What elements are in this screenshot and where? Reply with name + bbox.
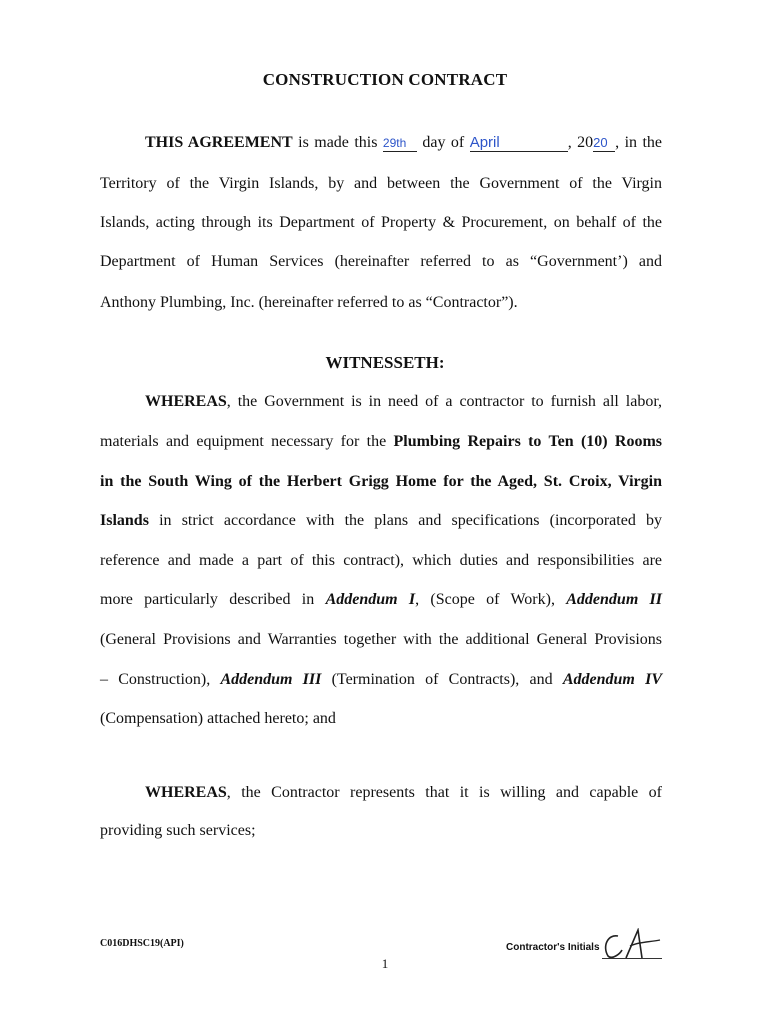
addendum-ref: Addendum IV: [562, 671, 662, 688]
intro-line: Territory of the Virgin Islands, by and between the Government of the Virgin: [100, 175, 662, 192]
whereas-line: reference and made a part of this contract), which duties and responsibilities are: [100, 552, 662, 569]
addendum-ref: Addendum III: [220, 671, 322, 688]
whereas-text: , (Scope of Work),: [415, 591, 567, 608]
project-name: Plumbing Repairs to Ten (10) Rooms: [393, 433, 663, 450]
whereas-lead: WHEREAS: [145, 784, 227, 801]
whereas-text: more particularly described in: [100, 591, 326, 608]
year-field[interactable]: 20: [593, 135, 615, 152]
intro-line: Islands, acting through its Department of Property & Procurement, on behalf of the: [100, 214, 662, 231]
whereas-line: providing such services;: [100, 822, 256, 839]
whereas-line: [100, 670, 662, 690]
contractor-initials: [506, 928, 666, 964]
document-title: CONSTRUCTION CONTRACT: [262, 70, 508, 89]
whereas-line: [100, 472, 662, 492]
whereas-line: (General Provisions and Warranties together with the additional General Provisions: [100, 631, 662, 648]
agreement-lead: THIS AGREEMENT: [145, 134, 293, 151]
day-field[interactable]: 29th: [383, 135, 417, 152]
agreement-text-4: , in the: [615, 134, 663, 151]
whereas-line: [145, 392, 662, 412]
addendum-ref: Addendum I: [325, 591, 416, 608]
whereas-line: (Compensation) attached hereto; and: [100, 710, 336, 727]
witnesseth-heading: WITNESSETH:: [325, 353, 445, 372]
whereas-text: – Construction),: [100, 671, 221, 688]
initials-signature: [600, 928, 664, 962]
whereas-line: [145, 783, 662, 803]
agreement-text-1: is made this: [292, 134, 383, 151]
agreement-line: [145, 133, 662, 153]
project-name: in the South Wing of the Herbert Grigg Home for the Aged, St. Croix, Virgin: [100, 473, 662, 490]
document-code: C016DHSC19(API): [100, 938, 184, 949]
whereas-text: , the Government is in need of a contractor to furnish all labor,: [226, 393, 662, 410]
initials-underline: [602, 958, 662, 959]
intro-line: Anthony Plumbing, Inc. (hereinafter referred to as “Contractor”).: [100, 294, 518, 311]
whereas-line: [100, 590, 662, 610]
whereas-line: [100, 432, 662, 452]
project-name: Islands: [100, 512, 149, 529]
month-field[interactable]: April: [470, 135, 568, 152]
initials-label: Contractor's Initials: [506, 942, 600, 953]
page-number: 1: [381, 956, 389, 971]
whereas-text: , the Contractor represents that it is willing and capable of: [226, 784, 662, 801]
whereas-line: [100, 511, 662, 531]
intro-line: Department of Human Services (hereinafter referred to as “Government’) and: [100, 253, 662, 270]
whereas-text: in strict accordance with the plans and specifications (incorporated by: [148, 512, 662, 529]
whereas-text: (Termination of Contracts), and: [321, 671, 563, 688]
addendum-ref: Addendum II: [566, 591, 663, 608]
whereas-lead: WHEREAS: [145, 393, 227, 410]
agreement-text-2: day of: [416, 134, 470, 151]
agreement-text-3: , 20: [567, 134, 594, 151]
whereas-text: materials and equipment necessary for the: [100, 433, 394, 450]
